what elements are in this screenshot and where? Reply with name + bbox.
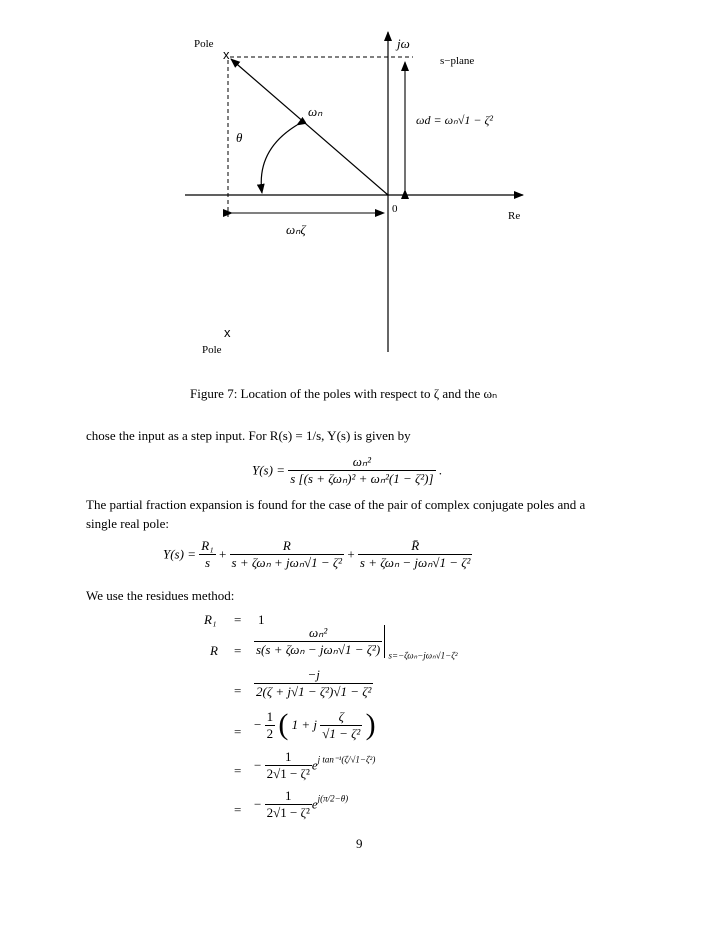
ys-numerator: ωₙ² (288, 454, 435, 471)
equation-partial-fraction (163, 538, 472, 571)
wn-label: ωₙ (308, 104, 323, 119)
line5-fraction (265, 788, 312, 821)
ys-lhs: Y(s) = (252, 462, 285, 478)
wn-vector (231, 59, 388, 195)
line3-num: 1 (266, 708, 274, 724)
figure-caption: Figure 7: Location of the poles with respect to ζ and the ωₙ (190, 386, 498, 401)
line2-expression (254, 667, 373, 700)
line4-den: 2√1 − ζ² (266, 766, 310, 781)
r-eval-point: s=−ζωₙ−jωₙ√1−ζ² (388, 650, 458, 661)
origin-label: 0 (392, 203, 398, 215)
line3-paren-open: ( (278, 708, 289, 741)
pf-term1-den: s (204, 555, 210, 570)
line5-minus: − (254, 796, 262, 812)
pf-term3-num: R̄ (358, 538, 473, 555)
line3-den: 2 (266, 725, 274, 741)
line4-exponent: j tan⁻¹(ζ/√1−ζ²) (317, 754, 376, 765)
s-plane-label: s−plane (440, 55, 475, 67)
line5-num: 1 (265, 788, 312, 805)
r-fraction (254, 625, 385, 658)
line2-den: 2(ζ + j√1 − ζ²)√1 − ζ² (256, 684, 372, 699)
line3-eq: = (234, 724, 242, 739)
s-plane-figure (0, 0, 728, 370)
line2-num: −j (254, 667, 373, 684)
ys-period: . (438, 462, 443, 478)
pf-term2-den: s + ζωₙ + jωₙ√1 − ζ² (231, 555, 343, 570)
line3-inner-fraction (320, 709, 362, 742)
line4-fraction (265, 749, 312, 782)
pole-top-label: Pole (194, 38, 214, 50)
pf-term3-den: s + ζωₙ − jωₙ√1 − ζ² (359, 555, 471, 570)
theta-arc (261, 125, 297, 193)
line4-eq: = (234, 763, 242, 778)
line3-paren-close: ) (365, 708, 376, 741)
pf-plus-1: + (218, 546, 227, 562)
line3-half (265, 709, 276, 742)
line3-inner-a: 1 + j (291, 717, 317, 732)
page-number: 9 (356, 836, 363, 851)
r-den: s(s + ζωₙ − jωₙ√1 − ζ²) (256, 642, 381, 657)
r-eq: = (234, 643, 242, 658)
ys-denominator: s [(s + ζωₙ)² + ωₙ²(1 − ζ²)] (290, 471, 434, 486)
real-axis-label: Re (508, 210, 521, 222)
r1-rhs: 1 (258, 612, 265, 627)
r1-lhs: R₁ (204, 612, 217, 627)
paragraph-partial-fraction-a: The partial fraction expansion is found for the case of the pair of complex conjugate poles and a (86, 497, 586, 512)
line5-exp-base: e (311, 796, 318, 812)
line4-expression (254, 749, 375, 782)
paragraph-step-input: chose the input as a step input. For R(s) = 1/s, Y(s) is given by (86, 428, 411, 443)
r-num: ωₙ² (254, 625, 382, 642)
r1-eq: = (234, 612, 242, 627)
wd-label: ωd = ωₙ√1 − ζ² (416, 113, 493, 127)
pf-lhs: Y(s) = (163, 546, 196, 562)
line5-expression (254, 788, 348, 821)
paragraph-residues: We use the residues method: (86, 588, 235, 603)
wnzeta-label: ωₙζ (286, 222, 306, 237)
pf-term2 (230, 538, 345, 571)
line2-eq: = (234, 683, 242, 698)
r-lhs: R (210, 643, 218, 658)
theta-label: θ (236, 130, 243, 145)
line5-exponent: j(π/2−θ) (317, 793, 349, 804)
line5-den: 2√1 − ζ² (266, 805, 310, 820)
line4-minus: − (254, 757, 262, 773)
line4-num: 1 (265, 749, 312, 766)
line3-minus: − (254, 717, 262, 732)
pf-term3 (358, 538, 473, 571)
line3-inner-den: √1 − ζ² (322, 725, 361, 741)
pf-term1 (199, 538, 215, 571)
pole-top-marker: x (223, 47, 230, 62)
r-expression (254, 625, 458, 661)
pf-term2-num: R (230, 538, 345, 555)
pole-bottom-marker: x (224, 325, 231, 340)
line2-fraction (254, 667, 373, 700)
pole-bottom-label: Pole (202, 344, 222, 356)
line4-exp-base: e (311, 757, 318, 773)
paragraph-partial-fraction-b: single real pole: (86, 516, 170, 531)
pf-term1-num: R₁ (201, 538, 214, 553)
line3-inner-num: ζ (320, 709, 362, 726)
ys-fraction (288, 454, 435, 487)
line5-eq: = (234, 802, 242, 817)
imag-axis-label: jω (397, 36, 410, 51)
line3-expression (254, 708, 376, 742)
pf-plus-2: + (347, 546, 355, 562)
equation-ys (252, 454, 442, 487)
